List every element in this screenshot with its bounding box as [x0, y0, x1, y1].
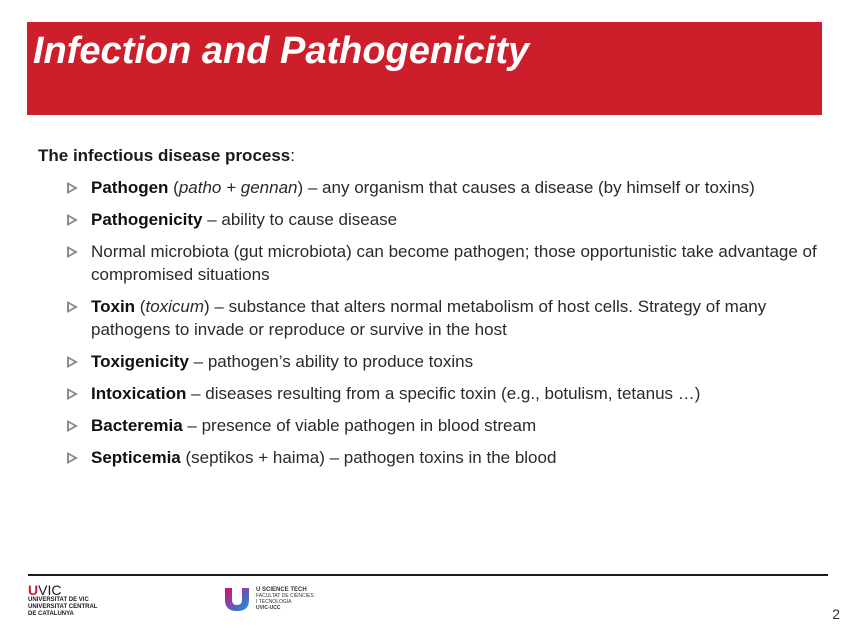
title-bar [27, 22, 822, 115]
list-item [38, 208, 818, 231]
uvic-mark-vic: VIC [38, 582, 62, 598]
bullet-text: – ability to cause disease [202, 210, 398, 229]
bullet-term: Septicemia [91, 448, 181, 467]
bullet-list [38, 176, 818, 469]
footer-divider [28, 574, 828, 576]
bullet-term: Pathogenicity [91, 210, 203, 229]
slide-title: Infection and Pathogenicity [33, 30, 530, 72]
arrow-bullet-icon [67, 452, 78, 464]
arrow-bullet-icon [67, 301, 78, 313]
slide-content [38, 146, 818, 478]
uvic-logo [28, 583, 97, 618]
list-item [38, 295, 818, 341]
bullet-term: Toxigenicity [91, 352, 189, 371]
bullet-text: – pathogen’s ability to produce toxins [188, 352, 474, 371]
bullet-italic: toxicum [145, 297, 205, 316]
uvic-line: UNIVERSITAT DE VIC [28, 597, 89, 603]
bullet-term: Toxin [91, 297, 136, 316]
intro-bold: The infectious disease process [38, 146, 291, 165]
bullet-text: ) – substance that alters normal metabolism of host cells. Strategy of many pathogens to invade or reproduce or survive in the host [91, 297, 767, 339]
arrow-bullet-icon [67, 246, 78, 258]
bullet-text: ( [168, 178, 179, 197]
bullet-text: – diseases resulting from a specific toxin (e.g., botulism, tetanus …) [186, 384, 701, 403]
sci-line: U SCIENCE TECH [256, 587, 307, 593]
bullet-term: Bacteremia [91, 416, 183, 435]
sci-line: FACULTAT DE CIÈNCIES [256, 593, 314, 599]
list-item [38, 414, 818, 437]
uvic-mark-u: U [28, 582, 39, 598]
uvic-wordmark [28, 583, 97, 597]
page-number: 2 [832, 606, 840, 622]
list-item [38, 240, 818, 286]
bullet-text: Normal microbiota (gut microbiota) can become pathogen; those opportunistic take advantage of compromised situations [91, 242, 817, 284]
bullet-text: – presence of viable pathogen in blood stream [182, 416, 537, 435]
sci-line: I TECNOLOGIA [256, 599, 292, 605]
intro-rest: : [290, 146, 295, 165]
science-tech-text [256, 587, 314, 611]
uvic-line: UNIVERSITAT CENTRAL [28, 604, 98, 610]
u-logo-icon [223, 586, 251, 612]
bullet-term: Intoxication [91, 384, 187, 403]
bullet-text: ) – any organism that causes a disease (by himself or toxins) [297, 178, 755, 197]
arrow-bullet-icon [67, 420, 78, 432]
science-tech-logo [223, 586, 314, 612]
bullet-text: ( [135, 297, 146, 316]
bullet-italic: patho + gennan [178, 178, 298, 197]
uvic-line: DE CATALUNYA [28, 611, 74, 617]
list-item [38, 446, 818, 469]
list-item [38, 176, 818, 199]
list-item [38, 382, 818, 405]
bullet-text: (septikos + haima) – pathogen toxins in the blood [180, 448, 557, 467]
arrow-bullet-icon [67, 356, 78, 368]
bullet-term: Pathogen [91, 178, 169, 197]
arrow-bullet-icon [67, 182, 78, 194]
list-item [38, 350, 818, 373]
arrow-bullet-icon [67, 214, 78, 226]
sci-line: UVIC-UCC [256, 605, 281, 611]
intro-line [38, 146, 818, 166]
arrow-bullet-icon [67, 388, 78, 400]
